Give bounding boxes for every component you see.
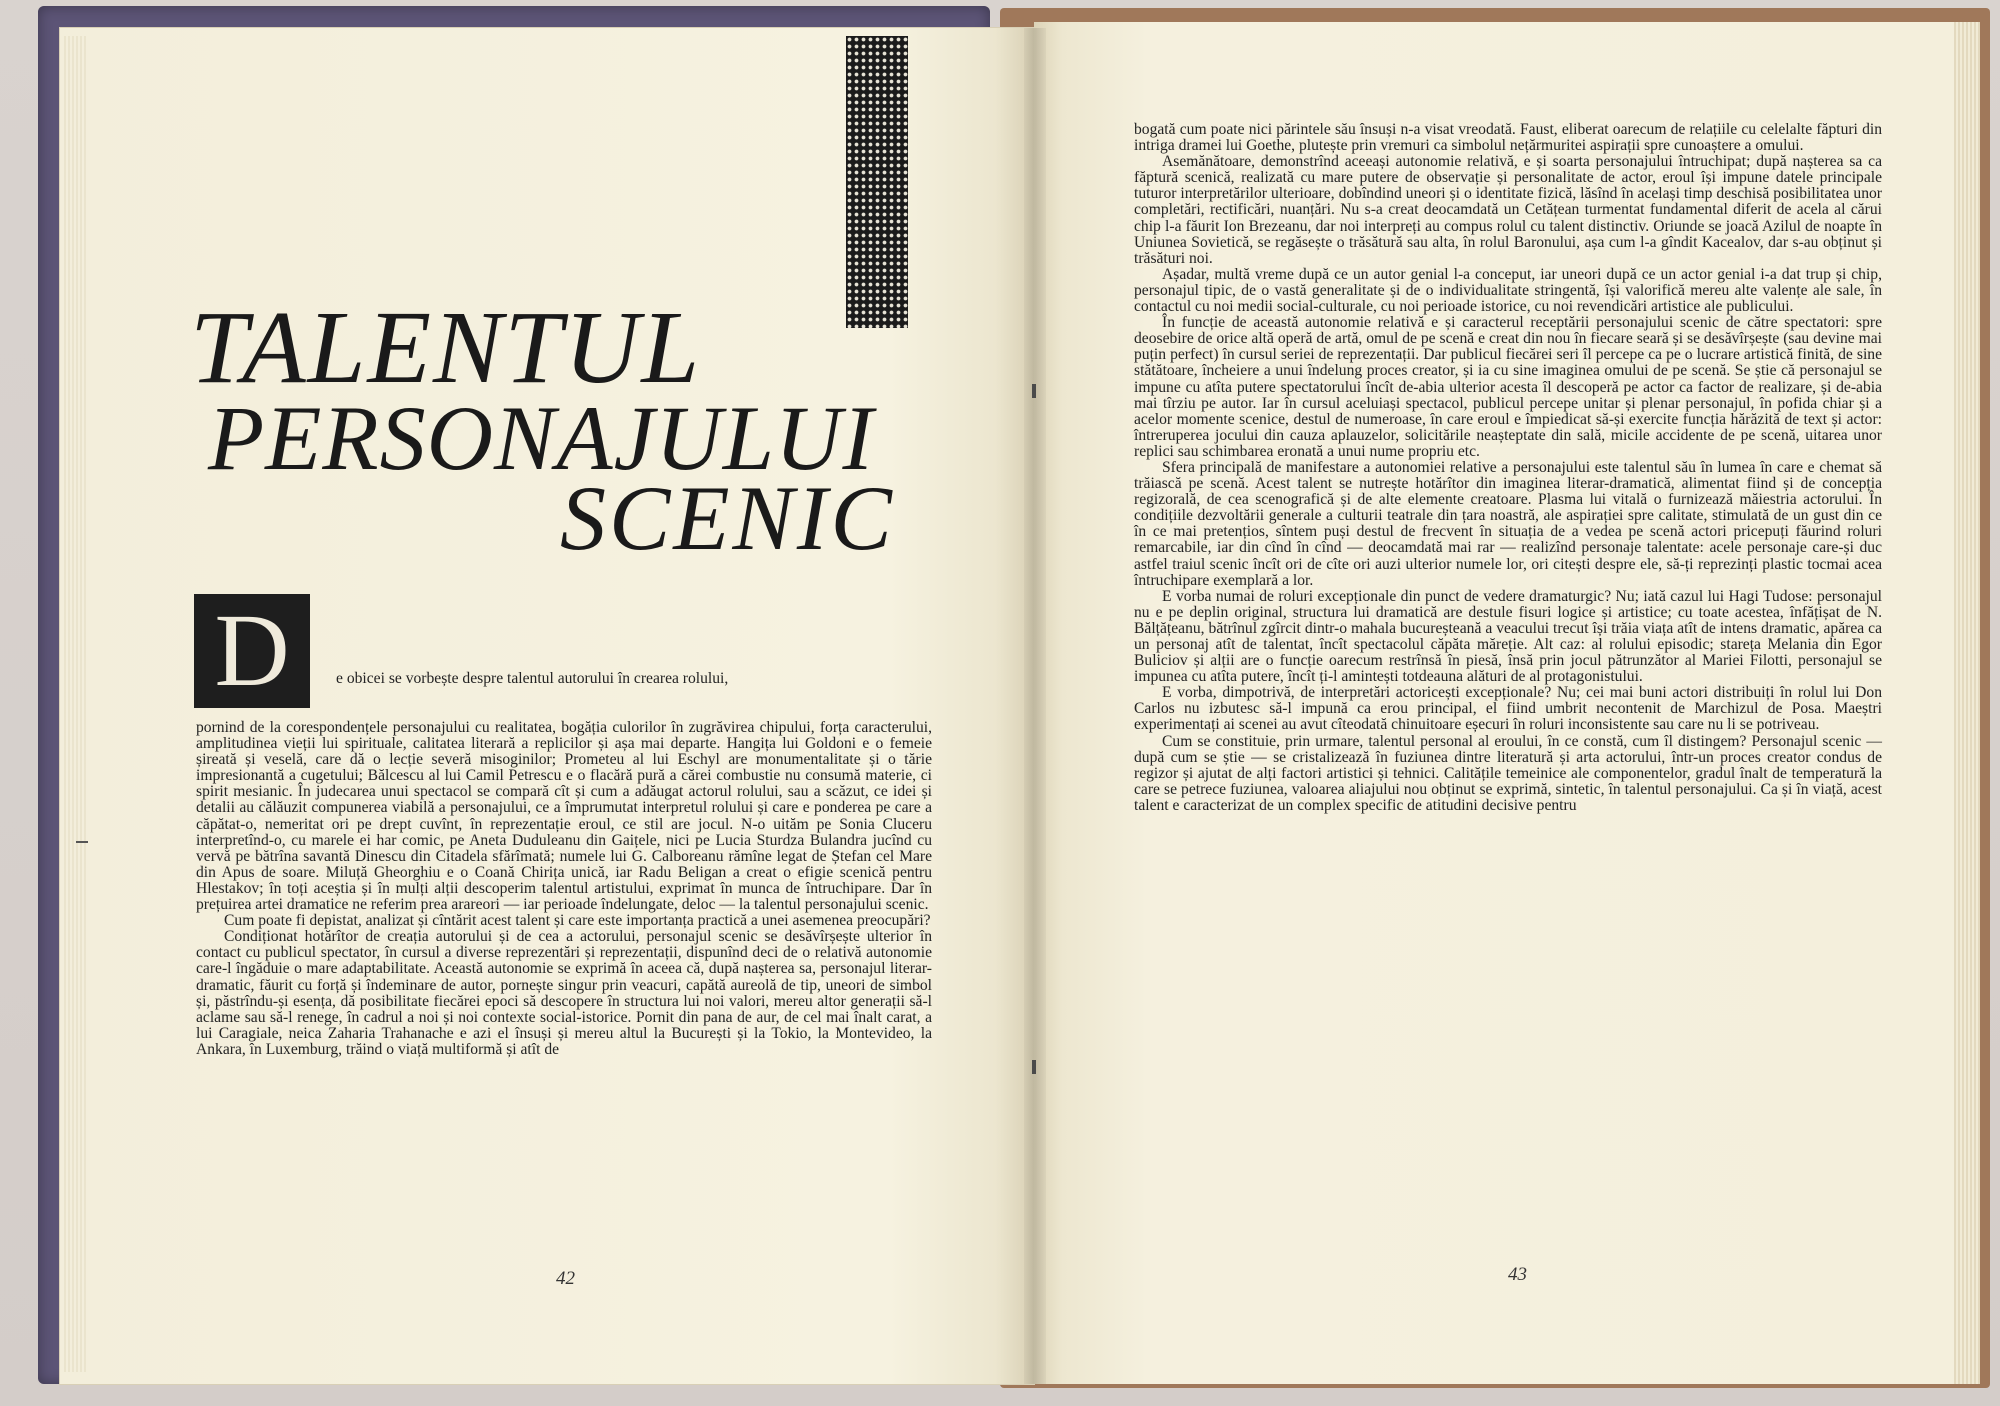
page-number-right: 43	[1508, 1264, 1527, 1285]
paragraph: Așadar, multă vreme după ce un autor genial l-a conceput, iar uneori după ce un actor genial i-a dat trup și chip, personajul tipic, de o vastă generalitate și de o individualitate stringentă, își valorifică mereu alte valențe ale sale, în contactul cu noi medii social-culturale, cu noi perioade istorice, cu noi revendicări artistice ale publicului.	[1134, 265, 1882, 316]
book-gutter	[1024, 28, 1046, 1384]
title-line-2: PERSONAJULUI	[208, 387, 875, 489]
paragraph: Sfera principală de manifestare a autonomiei relative a personajului este talentul său în lumea în care e chemat să trăiască pe scenă. Acest talent se nutrește hotărîtor din imaginea literar-dramatică, alimentat fiind și de concepția regizorală, de cea scenografică și de alte elemente creatoare. Plasma lui vitală o furnizează măiestria actorului. În condițiile dezvoltării generale a culturii teatrale din țara noastră, ale aspirației spre calitate, stimulată de un gust din ce în ce mai pretențios, sîntem puși destul de frecvent în situația de a vedea pe scenă actori pricepuți făurind roluri remarcabile, iar din cînd în cînd — deocamdată mai rar — realizînd personaje talentate: acele personaje care-și duc astfel traiul scenic încît ori de cîte ori auzi ulterior numele lor, ori citești despre ele, să-ți reprezinți plastic tocmai acea întruchipare exemplară a lor.	[1134, 458, 1882, 589]
page-edge	[64, 36, 86, 1372]
title-line-3: SCENIC	[560, 467, 895, 569]
first-line	[336, 671, 932, 687]
paragraph: Cum poate fi depistat, analizat și cîntărit acest talent și care este importanța practică a unei asemenea preocupări?	[224, 912, 931, 930]
paragraph: În funcție de această autonomie relativă e și caracterul receptării personajului scenic de către spectatori: spre deosebire de orice altă operă de artă, omul de pe scenă e creat din nou în fiecare seară și se desăvîrșește (sau devine mai puțin perfect) în cursul seriei de reprezentații. Dar publicul fiecărei seri îl percepe ca pe o lucrare artistică finită, de sine stătătoare, încheiere a unui îndelung proces creator, și ia cu sine imaginea omului de pe scenă. Se știe că personajul se impune cu atîta putere spectatorului încît de-abia ulterior acesta îl descoperă pe actor ca factor de realizare, și de-abia mai tîrziu pe autor. Iar în cursul aceluiași spectacol, publicul percepe unitar și plenar personajul, în pofida chiar și a acelor momente scenice, destul de numeroase, în care eroul e împiedicat să-și exercite funcția hărăzită de text și actor: întreruperea jocului din cauza aplauzelor, solicitările neașteptate din sală, micile accidente de pe scenă, uitarea unor replici sau schimbarea eronată a unui nume propriu etc.	[1134, 314, 1882, 460]
drop-cap: D	[194, 594, 310, 708]
paragraph: pornind de la corespondențele personajului cu realitatea, bogăția culorilor în zugrăvirea chipului, forța caracterului, amplitudinea vieții lui spirituale, calitatea literară a replicilor și așa mai departe. Hangița lui Goldoni e o femeie șireată și veselă, care dă o lecție severă misoginilor; Prometeu al lui Eschyl are monumentalitate și o tărie impresionantă a cugetului; Bălcescu al lui Camil Petrescu e o flacără pură a cărei combustie nu consumă materie, ci spirit mesianic. În judecarea unui spectacol se compară cît și cum a adăugat actorul rolului, sau a scăzut, ce idei și detalii au călăuzit compunerea viabilă a personajului, ce a împrumutat interpretul rolului și care e ponderea pe care a căpătat-o, nemeritat ori pe drept cuvînt, în reprezentație eroul, ce stil are jocul. N-o uităm pe Sonia Cluceru interpretînd-o, cu marele ei har comic, pe Aneta Duduleanu din Gaițele, nici pe Lucia Sturdza Bulandra jucînd cu vervă pe bătrîna savantă Dinescu din Citadela sfărîmată; numele lui G. Calboreanu rămîne legat de Ștefan cel Mare din Apus de soare. Miluță Gheorghiu e o Coană Chirița unică, iar Radu Beligan a creat o efigie scenică pentru Hlestakov; în toți aceștia și în mulți alții descoperim talentul artistului, exprimat în munca de întruchipare. Dar în prețuirea artei dramatice ne referim prea arareori — iar perioade îndelungate, deloc — la talentul personajului scenic.	[196, 719, 932, 914]
article-title	[190, 290, 910, 569]
paragraph: E vorba numai de roluri excepționale din punct de vedere dramaturgic? Nu; iată cazul lui Hagi Tudose: personajul nu e pe deplin original, structura lui dramatică are destule fisuri logice și artistice; cu toate acestea, înfățișat de N. Bălțățeanu, bătrînul zgîrcit dintr-o mahala bucureșteană a veacului trecut își trăia viața atît de intens dramatic, apărea ca un personaj atît de talentat, încît spectacolul căpăta măreție. Alt caz: al rolului episodic; stareța Melania din Egor Buliciov și alții are o funcție oarecum restrînsă în piesă, însă prin jocul pătrunzător al Mariei Filotti, personajul se impunea cu atîta putere, încît ți-l amintești totdeauna alături de al protagonistului.	[1134, 587, 1882, 686]
paragraph: E vorba, dimpotrivă, de interpretări actoricești excepționale? Nu; cei mai buni actori distribuiți în rolul lui Don Carlos nu izbutesc să-l impună ca erou principal, el fiind umbrit necontenit de Marchizul de Posa. Maeștri experimentați ai scenei au avut cîteodată chinuitoare eșecuri în roluri inconsistente sau care nu li se potriveau.	[1134, 684, 1882, 734]
binding-stitch	[1032, 1060, 1036, 1074]
right-column-text	[1134, 122, 1882, 814]
paragraph: Asemănătoare, demonstrînd aceeași autonomie relativă, e și soarta personajului întruchipat; după nașterea sa ca făptură scenică, realizată cu mare putere de observație și personalitate de actor, eroul își impune datele principale tuturor interpretărilor ulterioare, dobîndind uneori și o identitate fizică, lăsînd în același timp deschisă posibilitatea unor completări, rectificări, nuanțări. Nu s-a creat deocamdată un Cetățean turmentat fundamental diferit de acela al cărui chip l-a făurit Ion Brezeanu, dar noi interpreți au compus rolul cu talent distinctiv. Oriunde se joacă Azilul de noapte în Uniunea Sovietică, se regăsește o trăsătură sau alta, în rolul Baronului, așa cum l-a gîndit Kacealov, dar s-au obținut și trăsături noi.	[1134, 153, 1882, 267]
margin-mark	[76, 841, 88, 843]
title-line-1: TALENTUL	[190, 290, 702, 405]
paragraph: Condiționat hotărîtor de creația autorului și de cea a actorului, personajul scenic se desăvîrșește ulterior în contact cu publicul spectator, în cursul a diverse reprezentări și reprezentații, dispunînd deci de o relativă autonomie care-l îngăduie o mare adaptabilitate. Această autonomie se exprimă în aceea că, după nașterea sa, personajul literar-dramatic, făurit cu forță și îndeminare de autor, pornește singur prin veacuri, capătă aureolă de tip, uneori de simbol și, păstrîndu-și esența, dă posibilitate fiecărei epoci să descopere în structura lui noi valori, mereu altor generații să-l aclame sau să-l renege, în cadrul a noi și noi contexte social-istorice. Pornit din pana de aur, de cel mai înalt carat, a lui Caragiale, neica Zaharia Trahanache e azi el însuși și mereu altul la București și la Tokio, la Montevideo, la Ankara, în Luxemburg, trăind o viață multiformă și atît de	[196, 928, 932, 1058]
first-line-text: e obicei se vorbește despre talentul autorului în crearea rolului,	[336, 670, 729, 687]
paragraph: Cum se constituie, prin urmare, talentul personal al eroului, în ce constă, cum îl distingem? Personajul scenic — după cum se știe — se cristalizează în fuziunea dintre literatură și arta actorului, într-un proces creator condus de regizor și ajutat de alți factori artistici și tehnici. Calitățile temeinice ale componentelor, gradul înalt de temperatură la care se petrece fuziunea, valoarea aliajului nou obținut se exprimă, sintetic, în talentul personajului. Ca și în viață, acest talent e caracterizat de un complex specific de atitudini decisive pentru	[1134, 732, 1882, 814]
left-column-text	[196, 720, 932, 1058]
page-number-left: 42	[556, 1268, 575, 1289]
page-edge	[1954, 22, 1980, 1384]
paragraph: bogată cum poate nici părintele său însuși n-a visat vreodată. Faust, eliberat oarecum de relațiile cu celelalte făpturi din intriga dramei lui Goethe, plutește prin vremuri ca simbolul nețărmuritei aspirații spre cunoaștere a omului.	[1134, 121, 1882, 155]
decorative-dot-strip	[846, 36, 908, 328]
binding-stitch	[1032, 384, 1036, 398]
